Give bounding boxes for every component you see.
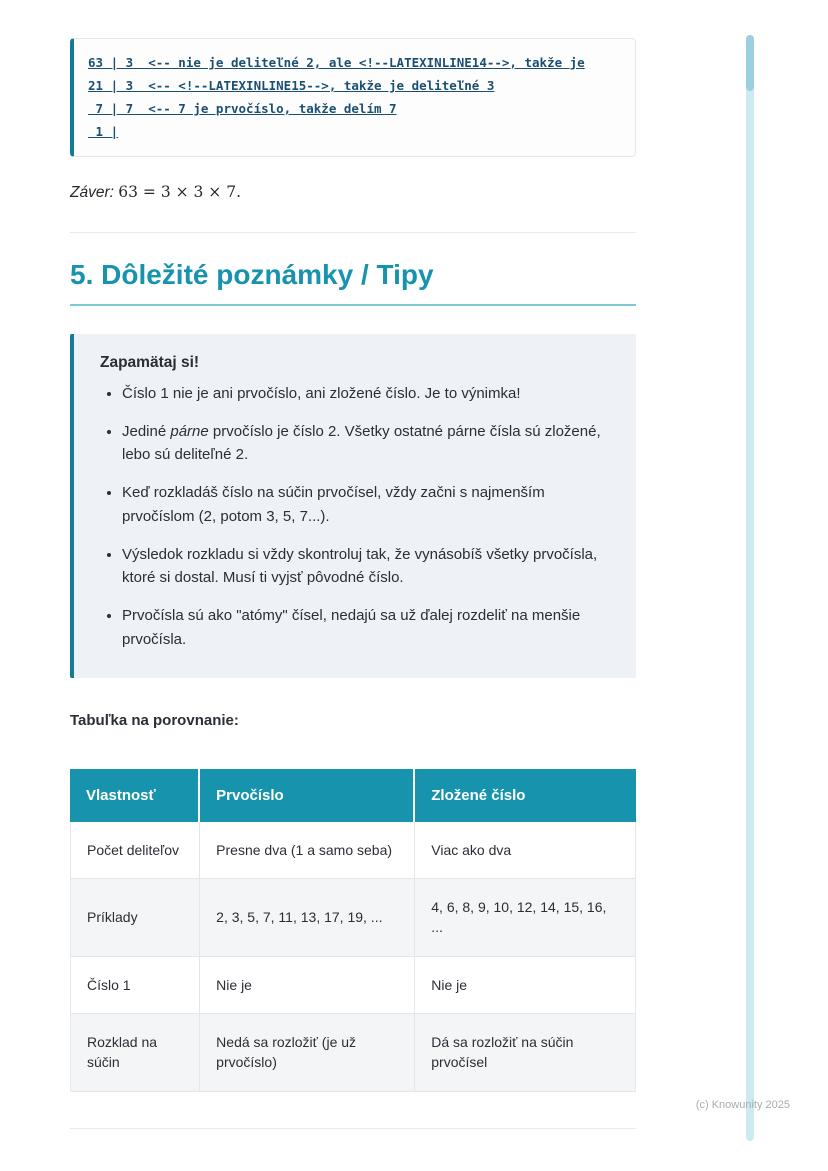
list-item-text: Číslo 1 nie je ani prvočíslo, ani zložené číslo. Je to výnimka! [122, 384, 521, 402]
list-item-text: prvočíslo je číslo 2. Všetky ostatné párne čísla sú zložené, lebo sú deliteľné 2. [122, 422, 601, 463]
table-header-cell: Vlastnosť [70, 769, 200, 822]
list-item [122, 543, 610, 590]
table-cell: Počet deliteľov [70, 822, 200, 879]
table-cell: Príklady [70, 879, 200, 957]
list-item-text: Výsledok rozkladu si vždy skontroluj tak, že vynásobíš všetky prvočísla, ktoré si dostal. Musí ti vyjsť pôvodné číslo. [122, 545, 598, 586]
table-row [70, 957, 636, 1014]
table-row [70, 1014, 636, 1092]
table-cell: Presne dva (1 a samo seba) [200, 822, 415, 879]
conclusion-math: 63 = 3 × 3 × 7. [118, 182, 242, 201]
table-cell: Nedá sa rozložiť (je už prvočíslo) [200, 1014, 415, 1092]
list-item [122, 604, 610, 651]
table-cell: Nie je [200, 957, 415, 1014]
table-cell: 2, 3, 5, 7, 11, 13, 17, 19, ... [200, 879, 415, 957]
comparison-table [70, 769, 636, 1092]
bottom-divider [70, 1128, 636, 1129]
callout-box [70, 334, 636, 678]
section-heading: 5. Dôležité poznámky / Tipy [70, 259, 636, 306]
table-cell: Rozklad na súčin [70, 1014, 200, 1092]
code-line: 7 | 7 <-- 7 je prvočíslo, takže delím 7 [88, 101, 397, 117]
code-line: 1 | [88, 124, 119, 140]
list-item [122, 420, 610, 467]
list-item-text: Prvočísla sú ako "atómy" čísel, nedajú sa už ďalej rozdeliť na menšie prvočísla. [122, 607, 581, 648]
callout-title: Zapamätaj si! [100, 353, 200, 371]
list-item-text: Jediné [122, 422, 171, 440]
code-line: 21 | 3 <-- <!--LATEXINLINE15-->, takže je deliteľné 3 [88, 78, 495, 94]
watermark: (c) Knowunity 2025 [695, 1099, 790, 1111]
table-header-cell: Zložené číslo [415, 769, 636, 822]
callout-list [100, 382, 610, 651]
scrollbar-thumb[interactable] [746, 35, 754, 91]
list-item-emphasis: párne [170, 422, 209, 440]
list-item-text: Keď rozkladáš číslo na súčin prvočísel, vždy začni s najmenším prvočíslom (2, potom 3, 5, 7...). [122, 484, 545, 525]
list-item [122, 481, 610, 528]
table-row [70, 879, 636, 957]
code-line: 63 | 3 <-- nie je deliteľné 2, ale <!--LATEXINLINE14-->, takže je [88, 55, 585, 70]
code-block [70, 38, 636, 157]
conclusion-label: Záver: [70, 183, 114, 201]
list-item [122, 382, 610, 405]
table-row [70, 822, 636, 879]
table-header-row [70, 769, 636, 822]
table-cell: 4, 6, 8, 9, 10, 12, 14, 15, 16, ... [415, 879, 636, 957]
document-page [70, 0, 636, 1129]
conclusion-line [70, 183, 636, 202]
table-cell: Viac ako dva [415, 822, 636, 879]
section-divider [70, 232, 636, 233]
table-caption: Tabuľka na porovnanie: [70, 711, 239, 729]
table-cell: Číslo 1 [70, 957, 200, 1014]
scrollbar-track[interactable] [746, 35, 754, 1141]
table-cell: Dá sa rozložiť na súčin prvočísel [415, 1014, 636, 1092]
table-header-cell: Prvočíslo [200, 769, 415, 822]
table-cell: Nie je [415, 957, 636, 1014]
